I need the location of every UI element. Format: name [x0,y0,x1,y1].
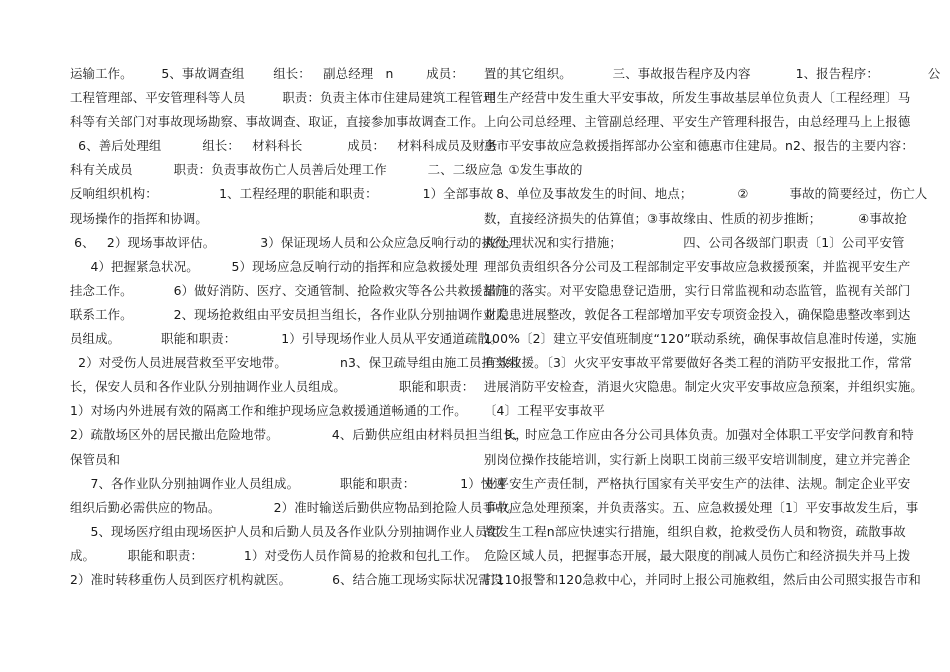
text-line: 联系工作。 2、现场抢救组由平安员担当组长，各作业队分别抽调作业人 [70,306,508,322]
text-line: 现场操作的指挥和协调。 [70,210,208,226]
text-line: 措施的落实。对平安隐患登记造册，实行日常监视和动态监管，监视有关部门 [484,282,911,298]
text-line: 100%〔2〕建立平安值班制度“120”联动系统，确保事故信息准时传递，实施 [484,331,917,347]
text-line: 5、现场医疗组由现场医护人员和后勤人员及各作业队分别抽调作业人员组 [70,523,500,539]
text-line: 工程管理部、平安管理科等人员 职责：负责主体市住建局建筑工程管理 [70,90,496,106]
text-line: 组织后勤必需供应的物品。 2）准时输送后勤供应物品到抢险人员手中。 [70,499,520,515]
text-line: 理部负责组织各分公司及工程部制定平安事故应急救援预案，并监视平安生产 [484,258,911,274]
text-line: 2）对受伤人员进展营救至平安地带。 n3、保卫疏导组由施工员担当组 [70,355,520,371]
text-line: 别岗位操作技能培训，实行新上岗职工岗前三级平安培训制度，建立并完善企 [484,451,911,467]
text-line: 9、时应急工作应由各分公司具体负责。加强对全体职工平安学问教育和特 [484,427,914,443]
text-line: 成。 职能和职责： 1）对受伤人员作简易的抢救和包扎工作。 [70,547,478,563]
text-line: 2）准时转移重伤人员到医疗机构就医。 6、结合施工现场实际状况需设 [70,571,504,587]
text-line: 有效救援。〔3〕火灾平安事故平常要做好各类工程的消防平安报批工作，常常 [484,355,913,371]
text-line: 业平安生产责任制，严格执行国家有关平安生产的法律、法规。制定企业平安 [484,475,911,491]
text-line: 6、 2）现场事故评估。 3）保证现场人员和公众应急反响行动的执行。 [70,234,520,250]
text-line: 救处理状况和实行措施； 四、公司各级部门职责〔1〕公司平安管 [484,234,905,250]
text-line: 进展消防平安检查，消退火灾隐患。制定火灾平安事故应急预案，并组织实施。 [484,379,923,395]
text-line: 事故应急处理预案，并负责落实。五、应急救援处理〔1〕平安事故发生后，事 [484,499,919,515]
text-line: 员组成。 职能和职责： 1）引导现场作业人员从平安通道疏散。 [70,331,503,347]
right-column [484,62,941,592]
text-line: 2）疏散场区外的居民撤出危险地带。 4、后勤供应组由材料员担当组长， [70,427,528,443]
text-line: 6、善后处理组 组长： 材料科长 成员： 材料科成员及财务 [70,138,498,154]
text-line: 危险区域人员，把握事态开展，最大限度的削减人员伤亡和经济损失并马上拨 [484,547,911,563]
text-line: 4）把握紧急状况。 5）现场应急反响行动的指挥和应急救援处理 [70,258,478,274]
text-line: 科有关成员 职责：负责事故伤亡人员善后处理工作 二、二级应急 [70,162,503,178]
text-line: 司生产经营中发生重大平安事故，所发生事故基层单位负责人〔工程经理〕马 [484,90,911,106]
text-line: 反响组织机构： 1、工程经理的职能和职责： 1）全部事故 [70,186,494,202]
text-line: 打110报警和120急救中心，并同时上报公司施救组，然后由公司照实报告市和 [484,571,921,587]
text-line: 运输工作。 5、事故调查组 组长： 副总经理 n 成员： [70,66,464,81]
text-line: 数，直接经济损失的估算值；③事故缘由、性质的初步推断； ④事故抢 [484,210,907,226]
text-line: 惠市平安事故应急救援指挥部办公室和德惠市住建局。n2、报告的主要内容： [484,138,914,154]
text-line: ①发生事故的 [484,162,583,178]
text-line: 上向公司总经理、主管副总经理、平安生产管理科报告，由总经理马上上报德 [484,114,911,130]
text-line: 挂念工作。 6）做好消防、医疗、交通管制、抢险救灾等各公共救援部门 [70,282,508,298]
text-line: 长，保安人员和各作业队分别抽调作业人员组成。 职能和职责： [70,379,475,395]
text-line: 1）对场内外进展有效的隔离工作和维护现场应急救援通道畅通的工作。 [70,403,467,419]
text-line: 保管员和 [70,451,121,467]
text-line: 7、各作业队分别抽调作业人员组成。 职能和职责： 1）快速 [70,475,506,491]
text-line: 置的其它组织。 三、事故报告程序及内容 1、报告程序： 公 [484,66,941,81]
text-line: 故发生工程n部应快速实行措施，组织自救，抢救受伤人员和物资，疏散事故 [484,523,906,539]
text-line: 〔4〕工程平安事故平 [484,403,605,419]
text-line: 科等有关部门对事故现场勘察、事故调查、取证，直接参加事故调查工作。 [70,114,484,130]
text-line: 8、单位及事故发生的时间、地点； ② 事故的简要经过，伤亡人 [484,186,928,202]
left-column [70,62,528,592]
text-line: 对隐患进展整改，敦促各工程部增加平安专项资金投入，确保隐患整改率到达 [484,306,911,322]
